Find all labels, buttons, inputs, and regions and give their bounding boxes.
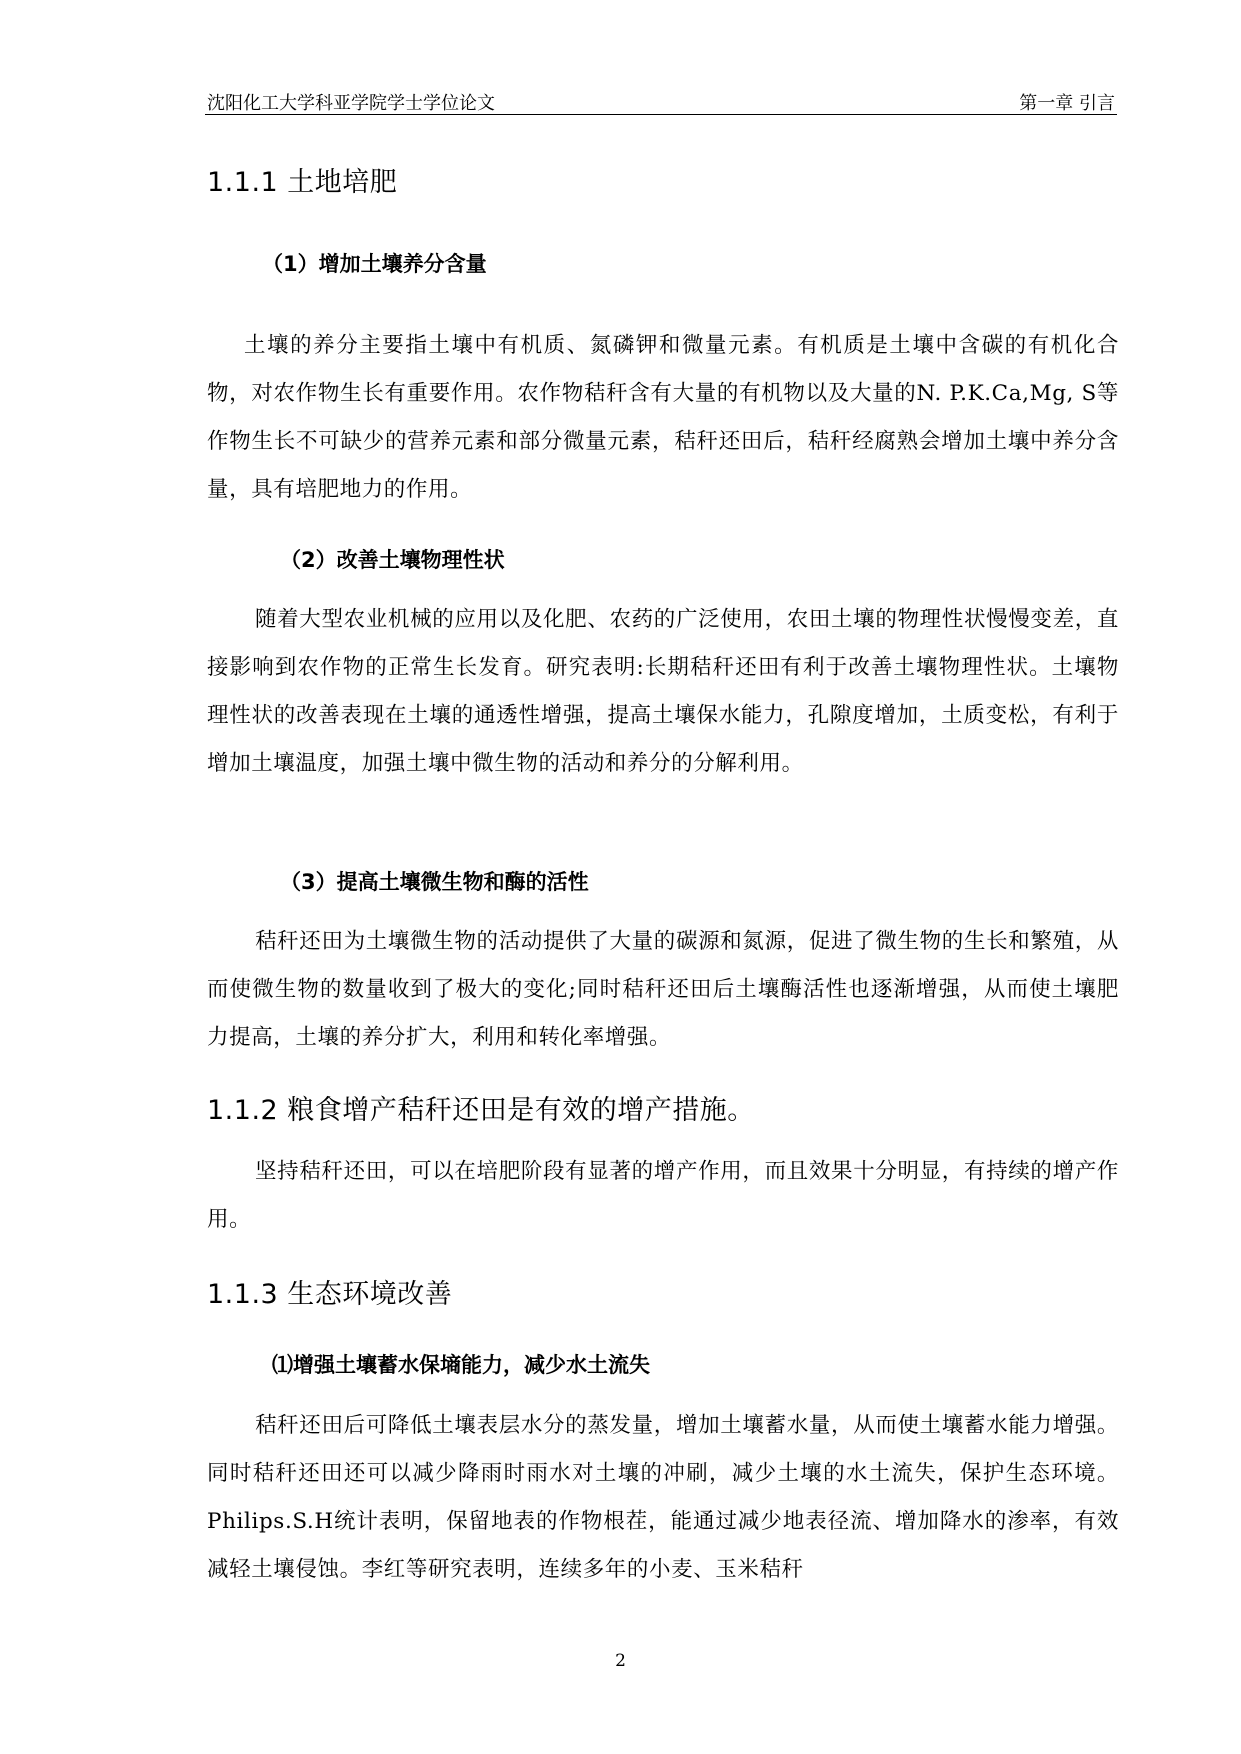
subheading-microbe-enzyme: （3）提高土壤微生物和酶的活性 (280, 870, 589, 894)
heading-1-1-2: 1.1.2 粮食增产秸秆还田是有效的增产措施。 (207, 1095, 755, 1126)
heading-1-1-3: 1.1.3 生态环境改善 (207, 1279, 453, 1310)
paragraph-yield-increase: 坚持秸秆还田，可以在培肥阶段有显著的增产作用，而且效果十分明显，有持续的增产作用。 (207, 1159, 1119, 1232)
heading-1-1-1: 1.1.1 土地培肥 (207, 167, 398, 198)
page-header (205, 86, 1117, 115)
header-thesis-title: 沈阳化工大学科亚学院学士学位论文 (207, 93, 495, 114)
subheading-water-retention: ⑴增强土壤蓄水保墒能力，减少水土流失 (272, 1353, 650, 1377)
paragraph-microbe-enzyme: 秸秆还田为土壤微生物的活动提供了大量的碳源和氮源，促进了微生物的生长和繁殖，从而使微生物的数量收到了极大的变化;同时秸秆还田后土壤酶活性也逐渐增强，从而使土壤肥力提高，土壤的养分扩大，利用和转化率增强。 (207, 929, 1119, 1050)
paragraph-water-retention: 秸秆还田后可降低土壤表层水分的蒸发量，增加土壤蓄水量，从而使土壤蓄水能力增强。同时秸秆还田还可以减少降雨时雨水对土壤的冲刷，减少土壤的水土流失，保护生态环境。Philips.S.H统计表明，保留地表的作物根茬，能通过减少地表径流、增加降水的渗率，有效减轻土壤侵蚀。李红等研究表明，连续多年的小麦、玉米秸秆 (207, 1413, 1119, 1582)
header-chapter-title: 第一章 引言 (1019, 93, 1115, 114)
page-number: 2 (615, 1651, 626, 1671)
subheading-increase-nutrients: （1）增加土壤养分含量 (262, 252, 487, 276)
paragraph-increase-nutrients: 土壤的养分主要指土壤中有机质、氮磷钾和微量元素。有机质是土壤中含碳的有机化合物，对农作物生长有重要作用。农作物秸秆含有大量的有机物以及大量的N. P.K.Ca,Mg, S等作物生长不可缺少的营养元素和部分微量元素，秸秆还田后，秸秆经腐熟会增加土壤中养分含量，具有培肥地力的作用。 (207, 333, 1119, 502)
paragraph-improve-physical: 随着大型农业机械的应用以及化肥、农药的广泛使用，农田土壤的物理性状慢慢变差，直接影响到农作物的正常生长发育。研究表明:长期秸秆还田有利于改善土壤物理性状。土壤物理性状的改善表现在土壤的通透性增强，提高土壤保水能力，孔隙度增加，土质变松，有利于增加土壤温度，加强土壤中微生物的活动和养分的分解利用。 (207, 607, 1119, 776)
subheading-improve-physical: （2）改善土壤物理性状 (280, 548, 505, 572)
